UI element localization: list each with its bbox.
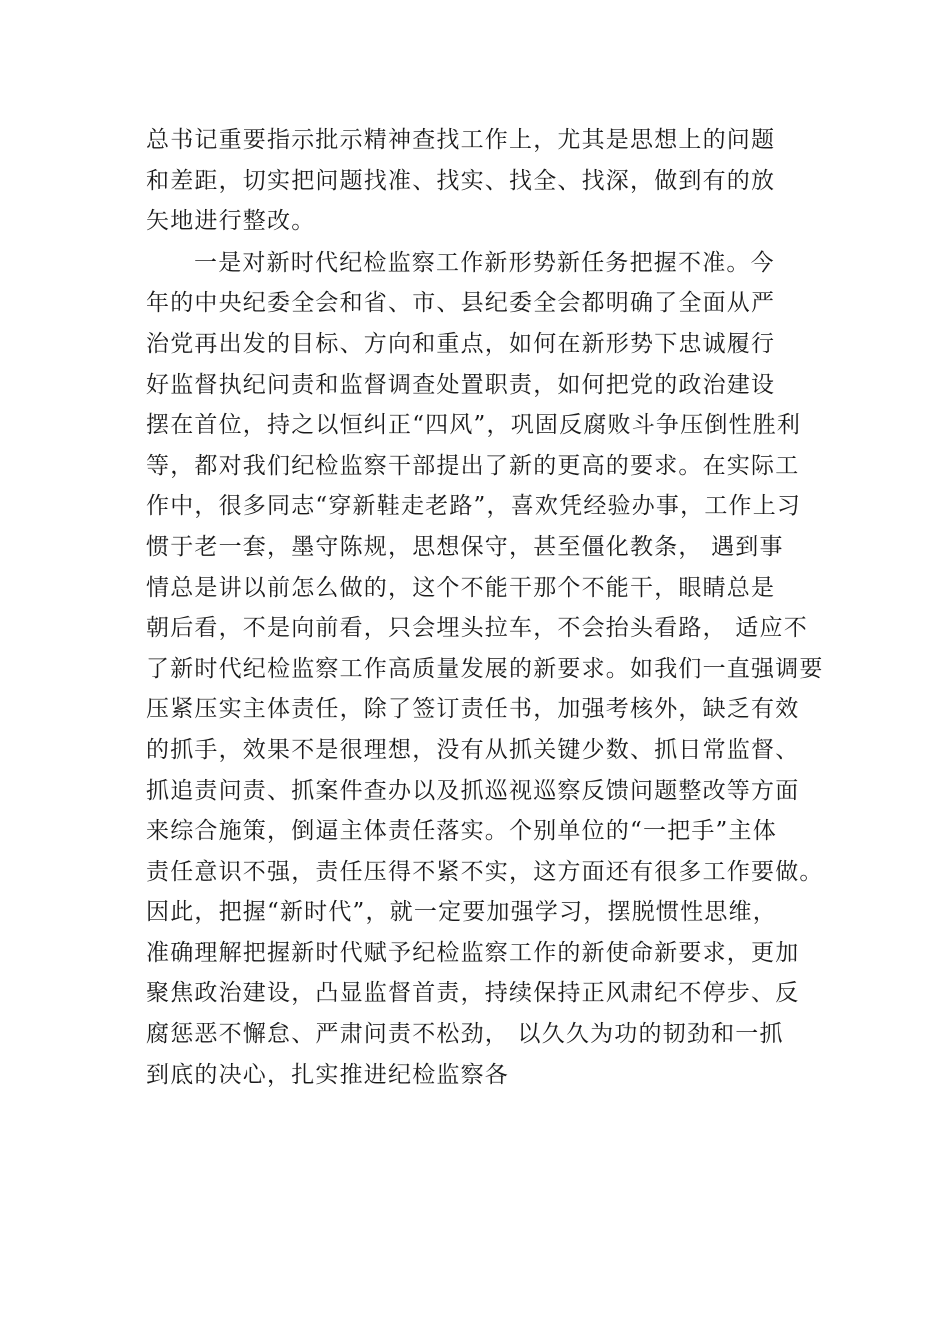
text-line: 治党再出发的目标、方向和重点，如何在新形势下忠诚履行	[146, 330, 776, 357]
text-line: 一是对新时代纪检监察工作新形势新任务把握不准。今	[194, 249, 775, 276]
text-line: 因此，把握“新时代”，就一定要加强学习，摆脱惯性思维，	[146, 899, 777, 926]
text-line: 作中，很多同志“穿新鞋走老路”，喜欢凭经验办事，工作上习	[146, 493, 802, 520]
text-line: 抓追责问责、抓案件查办以及抓巡视巡察反馈问题整改等方面	[146, 777, 800, 804]
body-text	[146, 120, 846, 1095]
text-line: 矢地进行整改。	[146, 208, 316, 235]
text-line: 总书记重要指示批示精神查找工作上，尤其是思想上的问题	[146, 127, 776, 153]
text-line: 好监督执纪问责和监督调查处置职责，如何把党的政治建设	[146, 371, 776, 398]
text-line: 和差距，切实把问题找准、找实、找全、找深，做到有的放	[146, 167, 776, 194]
text-line: 腐惩恶不懈怠、严肃问责不松劲， 以久久为功的韧劲和一抓	[146, 1021, 784, 1048]
text-line: 年的中央纪委全会和省、市、县纪委全会都明确了全面从严	[146, 290, 776, 317]
text-line: 的抓手，效果不是很理想，没有从抓关键少数、抓日常监督、	[146, 736, 800, 763]
text-line: 等，都对我们纪检监察干部提出了新的更高的要求。在实际工	[146, 452, 800, 479]
text-line: 了新时代纪检监察工作高质量发展的新要求。如我们一直强调要	[146, 655, 824, 682]
text-line: 来综合施策，倒逼主体责任落实。个别单位的“一把手”主体	[146, 818, 777, 845]
text-line: 摆在首位，持之以恒纠正“四风”，巩固反腐败斗争压倒性胜利	[146, 412, 802, 439]
text-line: 压紧压实主体责任，除了签订责任书，加强考核外，缺乏有效	[146, 696, 800, 723]
text-line: 情总是讲以前怎么做的，这个不能干那个不能干，眼睛总是	[146, 574, 776, 601]
text-line: 惯于老一套，墨守陈规，思想保守，甚至僵化教条， 遇到事	[146, 533, 784, 560]
text-line: 到底的决心，扎实推进纪检监察各	[146, 1061, 509, 1088]
text-line: 责任意识不强，责任压得不紧不实，这方面还有很多工作要做。	[146, 858, 824, 885]
text-line: 朝后看，不是向前看，只会埋头拉车，不会抬头看路， 适应不	[146, 615, 808, 642]
text-line: 聚焦政治建设，凸显监督首责，持续保持正风肃纪不停步、反	[146, 980, 800, 1007]
text-line: 准确理解把握新时代赋予纪检监察工作的新使命新要求，更加	[146, 939, 800, 966]
